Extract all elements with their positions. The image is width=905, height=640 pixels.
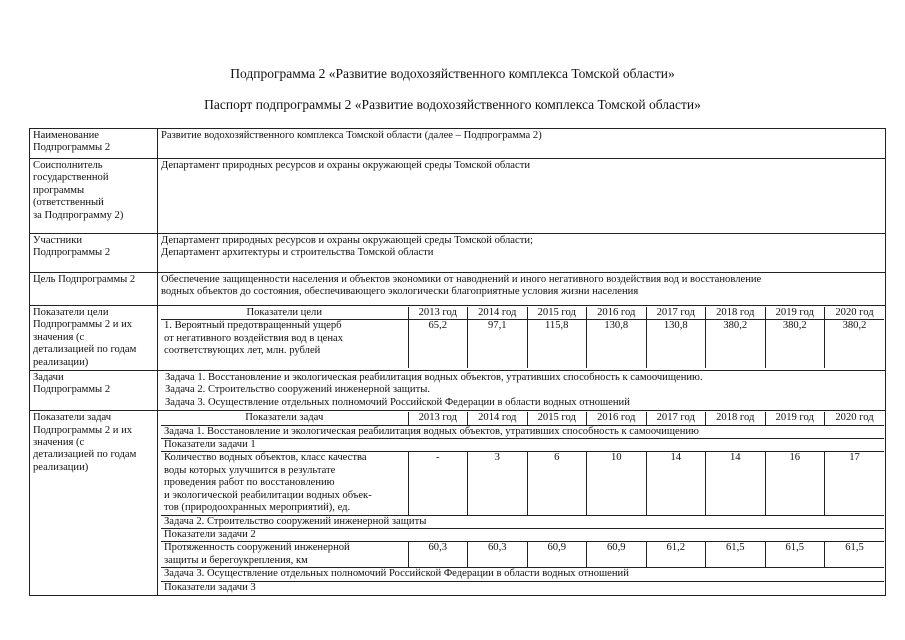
year-header: 2016 год [587, 412, 647, 425]
indicator-value: 380,2 [706, 320, 766, 369]
indicator-value: 61,5 [825, 542, 885, 568]
goal-indicator-name [161, 320, 408, 369]
label-line: Цель Подпрограммы 2 [33, 274, 136, 285]
year-header: 2019 год [765, 412, 825, 425]
task3-title: Задача 3. Осуществление отдельных полномочий Российской Федерации в области водных отношений [161, 568, 884, 581]
task1-indicator-row [161, 452, 884, 515]
row-cel [30, 273, 886, 306]
indicator-line: проведения работ по восстановлению [164, 477, 335, 489]
indicator-value: 16 [765, 452, 825, 515]
label-line: за Подпрограмму 2) [33, 209, 124, 221]
indicator-value: 130,8 [646, 320, 706, 369]
indicator-value: 61,2 [646, 542, 706, 568]
task-indicators-container [158, 411, 886, 596]
indicator-value: 60,9 [527, 542, 587, 568]
label-line: значения (с [33, 437, 85, 449]
task1-indicator-name [161, 452, 408, 515]
indicator-value: 6 [527, 452, 587, 515]
indicator-value: - [408, 452, 468, 515]
task3-row [161, 568, 884, 581]
goal-indicators-container [158, 306, 886, 371]
indicator-value: 61,5 [765, 542, 825, 568]
label-line: детализацией по годам [33, 449, 137, 461]
year-header: 2013 год [408, 412, 468, 425]
indicator-line: 1. Вероятный предотвращенный ущерб [164, 320, 342, 332]
label-line: Задачи [33, 372, 64, 384]
task-line: Задача 2. Строительство сооружений инженерной защиты. [165, 384, 430, 396]
indicator-value: 60,9 [587, 542, 647, 568]
label-line: Подпрограммы 2 [33, 247, 111, 259]
label-pokazateli-celi [30, 306, 158, 371]
year-header: 2020 год [825, 412, 885, 425]
value-zadachi [158, 371, 886, 411]
indicator-value: 380,2 [765, 320, 825, 369]
indicator-value: 60,3 [408, 542, 468, 568]
indicator-line: от негативного воздействия вод в ценах [164, 332, 344, 344]
passport-table [29, 128, 886, 596]
document-title: Подпрограмма 2 «Развитие водохозяйственного комплекса Томской области» [230, 66, 675, 81]
indicator-line: соответствующих лет, млн. рублей [164, 345, 321, 357]
indicator-value: 3 [468, 452, 528, 515]
task-indicators-table [161, 412, 884, 594]
label-line: программы [33, 184, 85, 196]
task2-title: Задача 2. Строительство сооружений инженерной защиты [161, 515, 884, 528]
indicator-value: 115,8 [527, 320, 587, 369]
value-cel [158, 273, 886, 306]
task-line: Задача 3. Осуществление отдельных полномочий Российской Федерации в области водных отношений [165, 396, 630, 408]
row-naimenovanie [30, 129, 886, 159]
indicator-value: 380,2 [825, 320, 885, 369]
goal-indicators-table [161, 307, 884, 368]
value-uchastniki [158, 234, 886, 273]
year-header: 2018 год [706, 412, 766, 425]
label-pokazateli-zadach [30, 411, 158, 596]
row-pokazateli-celi [30, 306, 886, 371]
label-line: Наименование [33, 130, 99, 141]
value-line: Департамент природных ресурсов и охраны окружающей среды Томской области [161, 160, 530, 171]
row-soispolnitel [30, 159, 886, 234]
indicator-line: тов (природоохранных мероприятий), ед. [164, 502, 351, 514]
year-header: 2015 год [527, 412, 587, 425]
year-header: 2016 год [587, 307, 647, 320]
label-line: детализацией по годам [33, 344, 137, 356]
label-line: Подпрограммы 2 и их [33, 424, 133, 436]
indicator-line: и экологической реабилитации водных объек- [164, 489, 372, 501]
label-line: Показатели цели [33, 307, 109, 318]
value-naimenovanie [158, 129, 886, 159]
task2-row [161, 515, 884, 528]
label-line: Соисполнитель [33, 160, 103, 171]
indicator-value: 97,1 [468, 320, 528, 369]
label-line: Подпрограммы 2 и их [33, 319, 133, 331]
label-uchastniki [30, 234, 158, 273]
label-line: Участники [33, 235, 83, 246]
year-header: 2013 год [408, 307, 468, 320]
row-pokazateli-zadach [30, 411, 886, 596]
year-header: 2020 год [825, 307, 885, 320]
task3-subheader-row [161, 581, 884, 594]
task-header-name: Показатели задач [161, 412, 408, 425]
value-line: Департамент архитектуры и строительства Томской области [161, 247, 434, 259]
year-header: 2017 год [646, 307, 706, 320]
year-header: 2014 год [468, 307, 528, 320]
value-line: Развитие водохозяйственного комплекса Томской области (далее – Подпрограмма 2) [161, 130, 542, 141]
indicator-value: 14 [706, 452, 766, 515]
indicator-value: 17 [825, 452, 885, 515]
row-zadachi [30, 371, 886, 411]
label-line: Показатели задач [33, 412, 112, 424]
task3-subheader: Показатели задачи 3 [161, 581, 884, 594]
label-line: реализации) [33, 356, 89, 368]
task-line: Задача 1. Восстановление и экологическая реабилитация водных объектов, утративших способность к самоочищению. [165, 372, 703, 384]
year-header: 2017 год [646, 412, 706, 425]
task2-subheader-row [161, 528, 884, 541]
task2-indicator-name [161, 542, 408, 568]
indicator-value: 60,3 [468, 542, 528, 568]
task1-title: Задача 1. Восстановление и экологическая реабилитация водных объектов, утративших способность к самоочищению [161, 425, 884, 438]
indicator-line: воды которых улучшится в результате [164, 464, 336, 476]
task1-subheader: Показатели задачи 1 [161, 439, 884, 452]
indicator-value: 10 [587, 452, 647, 515]
value-line: водных объектов до состояния, обеспечивающего экологически благоприятные условия жизни населения [161, 286, 639, 298]
value-line: Департамент природных ресурсов и охраны окружающей среды Томской области; [161, 235, 533, 246]
goal-indicator-row [161, 320, 884, 369]
value-soispolnitel [158, 159, 886, 234]
label-line: значения (с [33, 331, 85, 343]
indicator-value: 65,2 [408, 320, 468, 369]
indicator-line: Протяженность сооружений инженерной [164, 542, 350, 554]
indicator-value: 14 [646, 452, 706, 515]
goal-header-row [161, 307, 884, 320]
indicator-line: Количество водных объектов, класс качества [164, 452, 367, 464]
task2-indicator-row [161, 542, 884, 568]
label-cel [30, 273, 158, 306]
label-line: реализации) [33, 461, 89, 473]
label-line: Подпрограммы 2 [33, 142, 111, 154]
indicator-value: 130,8 [587, 320, 647, 369]
value-line: Обеспечение защищенности населения и объектов экономики от наводнений и иного негативного воздействия вод и восстановление [161, 274, 762, 285]
year-header: 2015 год [527, 307, 587, 320]
task-header-row [161, 412, 884, 425]
goal-header-name: Показатели цели [161, 307, 408, 320]
task2-subheader: Показатели задачи 2 [161, 528, 884, 541]
indicator-value: 61,5 [706, 542, 766, 568]
task1-row [161, 425, 884, 438]
label-zadachi [30, 371, 158, 411]
passport-subtitle: Паспорт подпрограммы 2 «Развитие водохозяйственного комплекса Томской области» [204, 97, 701, 112]
label-line: (ответственный [33, 197, 104, 209]
row-uchastniki [30, 234, 886, 273]
indicator-line: защиты и берегоукрепления, км [164, 554, 308, 566]
label-naimenovanie [30, 129, 158, 159]
task1-subheader-row [161, 439, 884, 452]
year-header: 2018 год [706, 307, 766, 320]
year-header: 2014 год [468, 412, 528, 425]
label-line: Подпрограммы 2 [33, 384, 111, 396]
label-soispolnitel [30, 159, 158, 234]
label-line: государственной [33, 172, 109, 184]
year-header: 2019 год [765, 307, 825, 320]
